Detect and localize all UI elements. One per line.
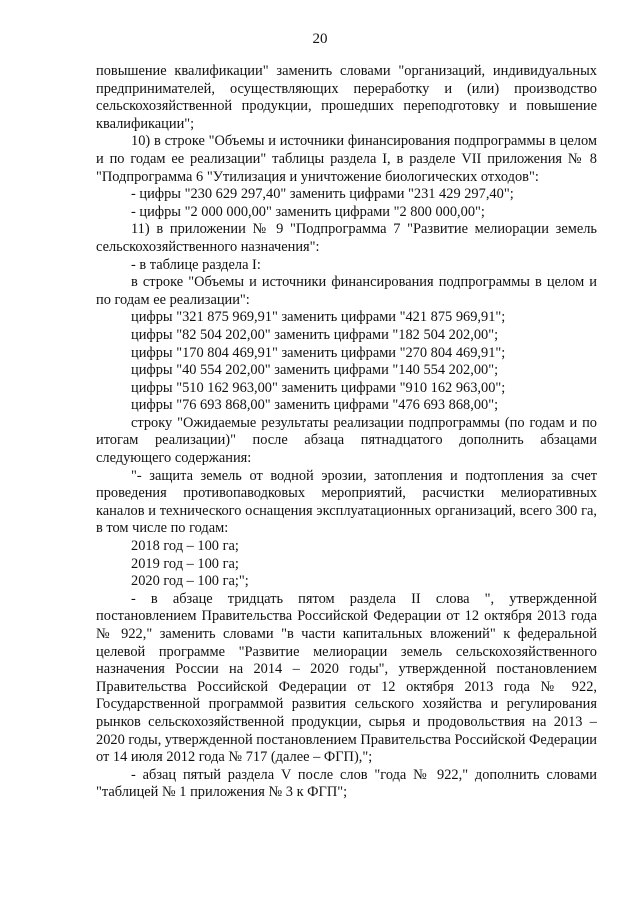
page-number: 20 xyxy=(312,31,328,47)
paragraph-row-financing: в строке "Объемы и источники финансирования подпрограммы в целом и по годам ее реализации": xyxy=(96,274,597,308)
paragraph-item-10: 10) в строке "Объемы и источники финансирования подпрограммы в целом и по годам ее реализации" таблицы раздела I, в разделе VII приложения № 8 "Подпрограмма 6 "Утилизация и уничтожение биологических отходов": xyxy=(96,133,597,185)
paragraph-figures-2: цифры "82 504 202,00" заменить цифрами "182 504 202,00"; xyxy=(131,326,499,343)
paragraph-figures-4: цифры "40 554 202,00" заменить цифрами "140 554 202,00"; xyxy=(131,362,499,379)
paragraph-expected-results: строку "Ожидаемые результаты реализации подпрограммы (по годам и по итогам реализации)" после абзаца пятнадцатого дополнить абзацами следующего содержания: xyxy=(96,414,597,467)
paragraph-year-2019: 2019 год – 100 га; xyxy=(131,555,239,572)
paragraph-section-5-amendment: - абзац пятый раздела V после слов "года № 922," дополнить словами "таблицей № 1 приложения № 3 к ФГП"; xyxy=(96,766,597,801)
paragraph-replace-2: - цифры "2 000 000,00" заменить цифрами "2 800 000,00"; xyxy=(131,203,485,220)
paragraph-year-2018: 2018 год – 100 га; xyxy=(131,538,239,555)
paragraph-section-2-amendment: - в абзаце тридцать пятом раздела II слова ", утвержденной постановлением Правительства Российской Федерации от 12 октября 2013 года № 922," заменить словами "в части капитальных вложений" к федеральной целевой программе "Развитие мелиорации земель сельскохозяйственного назначения России на 2014 – 2020 годы", утвержденной постановлением Правительства Российской Федерации от 12 октября 2013 года № 922, Государственной программой развития сельского хозяйства и регулирования рынков сельскохозяйственной продукции, сырья и продовольствия на 2013 – 2020 годы, утвержденной постановлением Правительства Российской Федерации от 14 июля 2012 года № 717 (далее – ФГП),"; xyxy=(96,590,597,766)
paragraph-figures-5: цифры "510 162 963,00" заменить цифрами "910 162 963,00"; xyxy=(131,379,506,396)
paragraph-table-section: - в таблице раздела I: xyxy=(131,256,261,273)
paragraph-figures-6: цифры "76 693 868,00" заменить цифрами "476 693 868,00"; xyxy=(131,397,499,414)
paragraph-replace-1: - цифры "230 629 297,40" заменить цифрами "231 429 297,40"; xyxy=(131,186,514,203)
paragraph-land-protection: "- защита земель от водной эрозии, затопления и подтопления за счет проведения противопаводковых мероприятий, расчистки мелиоративных каналов и технического оснащения эксплуатационных организаций, всего 300 га, в том числе по годам: xyxy=(96,467,597,537)
paragraph-figures-3: цифры "170 804 469,91" заменить цифрами "270 804 469,91"; xyxy=(131,344,506,361)
paragraph-year-2020: 2020 год – 100 га;"; xyxy=(131,573,249,590)
paragraph-figures-1: цифры "321 875 969,91" заменить цифрами "421 875 969,91"; xyxy=(131,309,506,326)
document-body xyxy=(96,63,597,802)
paragraph-1: повышение квалификации" заменить словами "организаций, индивидуальных предпринимателей, осуществляющих переработку и (или) производство сельскохозяйственной продукции, прошедших переподготовку и повышение квалификации"; xyxy=(96,63,597,132)
paragraph-item-11: 11) в приложении № 9 "Подпрограмма 7 "Развитие мелиорации земель сельскохозяйственного назначения": xyxy=(96,221,597,255)
